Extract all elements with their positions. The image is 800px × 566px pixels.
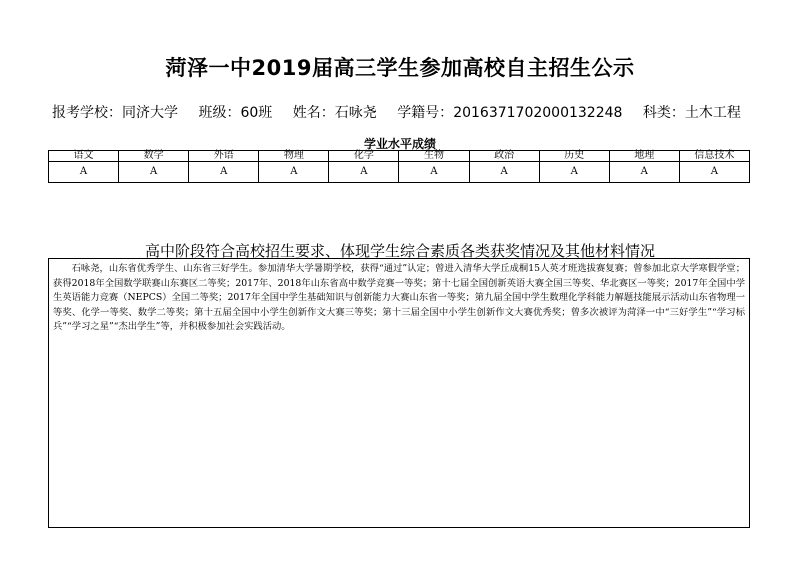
class-value: 60班 [240,105,273,121]
achievements-text: 石咏尧，山东省优秀学生、山东省三好学生。参加清华大学暑期学校，获得“通过”认定；曾进入清华大学丘成桐15人英才班选拔赛复赛；曾参加北京大学寒假学堂；获得2018年全国数学联赛山东赛区二等奖；2017年、2018年山东省高中数学竞赛一等奖；第十七届全国创新英语大赛全国三等奖、华北赛区一等奖；2017年全国中学生英语能力竞赛（NEPCS）全国二等奖；2017年全国中学生基础知识与创新能力大赛山东省一等奖；第九届全国中学生数理化学科能力解题技能展示活动山东省物理一等奖、化学一等奖、数学二等奖；第十五届全国中小学生创新作文大赛三等奖；第十三届全国中小学生创新作文大赛优秀奖；曾多次被评为菏泽一中“三好学生”“学习标兵”“学习之星”“杰出学生”等，并积极参加社会实践活动。 [53,263,745,332]
subject-header: 信息技术 [679,151,749,162]
subject-header: 政治 [469,151,539,162]
grades-table [48,150,750,183]
grade-cell: A [609,162,679,183]
grades-header-row [49,151,750,162]
major-field [643,105,741,121]
page-title: 菏泽一中2019届高三学生参加高校自主招生公示 [165,56,635,80]
school-value: 同济大学 [122,105,178,121]
class-label: 班级： [198,105,241,121]
subject-header: 地理 [609,151,679,162]
major-value: 土木工程 [684,105,741,121]
student-id-label: 学籍号： [397,105,454,121]
student-id-field [397,105,622,121]
grade-cell: A [679,162,749,183]
school-field [52,105,178,121]
student-id-value: 2016371702000132248 [453,105,623,121]
name-value: 石咏尧 [334,105,377,121]
achievements-box [48,258,750,528]
subject-header: 数学 [119,151,189,162]
grades-value-row [49,162,750,183]
name-field [293,105,377,121]
name-label: 姓名： [292,105,335,121]
student-info [52,102,752,122]
grade-cell: A [469,162,539,183]
grade-cell: A [189,162,259,183]
school-label: 报考学校： [52,105,122,121]
grade-cell: A [119,162,189,183]
grade-cell: A [399,162,469,183]
grade-cell: A [539,162,609,183]
subject-header: 历史 [539,151,609,162]
subject-header: 语文 [49,151,119,162]
achievements-section-title: 高中阶段符合高校招生要求、体现学生综合素质各类获奖情况及其他材料情况 [144,242,655,260]
subject-header: 物理 [259,151,329,162]
class-field [198,105,272,121]
subject-header: 外语 [189,151,259,162]
grade-cell: A [49,162,119,183]
subject-header: 生物 [399,151,469,162]
major-label: 科类： [642,105,685,121]
grade-cell: A [259,162,329,183]
grade-cell: A [329,162,399,183]
subject-header: 化学 [329,151,399,162]
grades-section-title: 学业水平成绩 [363,137,436,151]
